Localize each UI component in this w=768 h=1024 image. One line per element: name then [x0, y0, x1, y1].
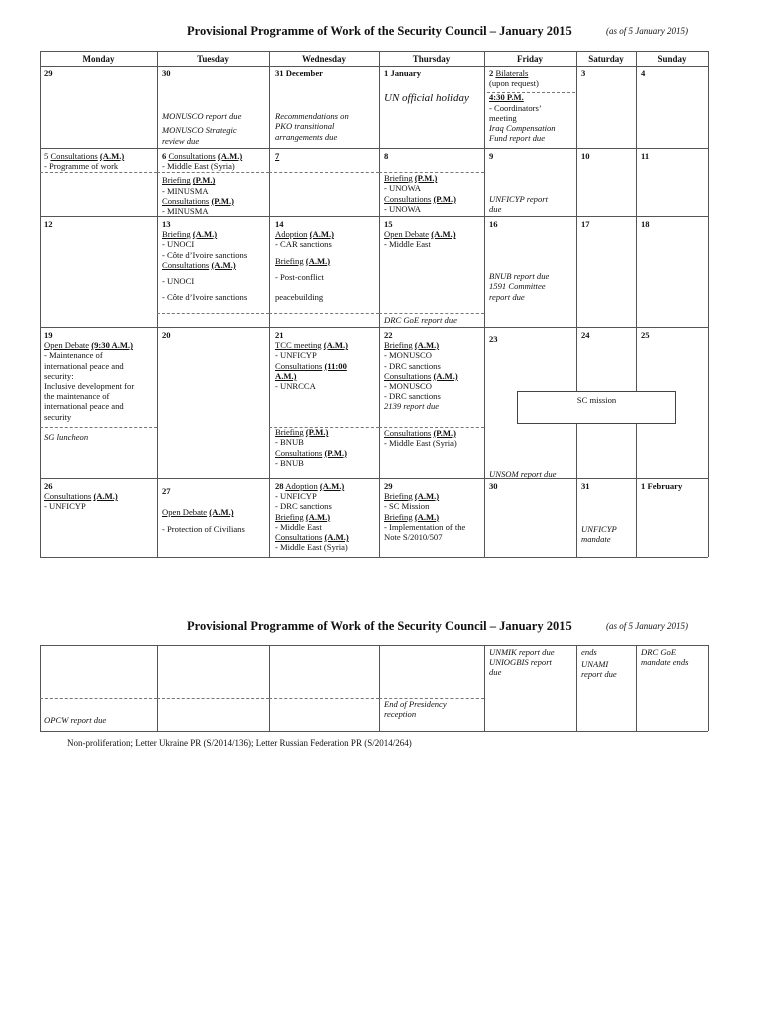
cell-jan-23: 23 — [489, 334, 498, 344]
footnote: Non-proliferation; Letter Ukraine PR (S/2014/136); Letter Russian Federation PR (S/2014/264) — [67, 738, 412, 748]
event-type: Consultations — [384, 193, 432, 204]
header-wednesday: Wednesday — [301, 54, 346, 64]
cell-jan-1 — [384, 68, 482, 103]
event-type: Briefing — [384, 340, 413, 351]
date-label: 8 — [384, 151, 389, 161]
header-monday: Monday — [82, 54, 115, 64]
event-note: 2139 report due — [384, 401, 440, 412]
event-type: Open Debate — [162, 507, 208, 518]
cell-jan-12: 12 — [44, 219, 53, 229]
event-note: 1591 Committee — [489, 281, 546, 292]
cell-jan-21 — [275, 330, 377, 468]
event-item: - MINUSMA — [162, 185, 209, 196]
event-time: (A.M.) — [319, 481, 345, 491]
event-type: Briefing — [162, 175, 191, 186]
cell-jan-14 — [275, 219, 377, 302]
event-item: - Middle East (Syria) — [275, 542, 348, 553]
event-note: MONUSCO Strategic — [162, 125, 237, 136]
event-note: BNUB report due — [489, 271, 550, 282]
cell-jan-11: 11 — [641, 151, 650, 161]
event-note — [641, 647, 689, 667]
event-item: peacebuilding — [275, 292, 324, 303]
event-type: TCC meeting — [275, 340, 322, 351]
event-type: Briefing — [275, 511, 304, 522]
event-note: UNFICYP report — [489, 194, 548, 205]
cell-jan-18: 18 — [641, 219, 650, 229]
event-item: - UNFICYP — [275, 491, 317, 502]
date-label: 29 — [384, 481, 393, 491]
event-type: Open Debate — [384, 229, 430, 240]
cell-jan-4: 4 — [641, 68, 646, 78]
event-time: (A.M.) — [93, 491, 118, 502]
event-time: (A.M.) — [192, 229, 218, 240]
date-label: 28 — [275, 481, 284, 491]
event-note: Iraq Compensation — [489, 123, 556, 134]
event-item: - Programme of work — [44, 161, 119, 172]
date-label: 9 — [489, 151, 494, 161]
event-note-line: ends — [581, 647, 597, 657]
date-label: 31 — [581, 481, 590, 491]
event-item: - MINUSMA — [162, 206, 209, 217]
event-item: Inclusive development for — [44, 381, 135, 392]
event-item: - DRC sanctions — [384, 391, 441, 402]
event-time: (P.M.) — [305, 427, 329, 438]
cell-dec-31 — [275, 68, 377, 142]
date-label: 6 — [162, 151, 167, 161]
event-note: Recommendations on — [275, 111, 349, 122]
event-item: - Middle East (Syria) — [162, 161, 235, 172]
date-label: 16 — [489, 219, 498, 229]
event-type: Bilaterals — [495, 68, 529, 78]
cell-jan-3: 3 — [581, 68, 586, 78]
cell-jan-25: 25 — [641, 330, 650, 340]
page-title-2: Provisional Programme of Work of the Security Council – January 2015 — [187, 619, 572, 633]
event-type: Briefing — [275, 255, 304, 266]
event-note: arrangements due — [275, 131, 338, 142]
event-note: Fund report due — [489, 133, 546, 144]
event-item: international peace and — [44, 360, 124, 371]
event-time: (P.M.) — [211, 195, 235, 206]
event-item: - MONUSCO — [384, 350, 432, 361]
event-item: - Middle East (Syria) — [384, 437, 457, 448]
date-label: 1 January — [384, 68, 422, 78]
event-item: - UNOCI — [162, 276, 195, 287]
cell-jan-16 — [489, 219, 575, 302]
event-item: meeting — [489, 112, 517, 123]
cell-dec-29 — [44, 68, 53, 78]
event-time: (A.M.) — [431, 229, 456, 240]
event-type: Adoption — [285, 481, 318, 491]
event-item: security — [44, 411, 72, 422]
event-type: Briefing — [275, 427, 304, 438]
event-time: (A.M.) — [217, 151, 243, 161]
header-friday: Friday — [517, 54, 543, 64]
cell-jan-15 — [384, 219, 482, 325]
cell-jan-31 — [581, 481, 635, 545]
cell-jan-10: 10 — [581, 151, 590, 161]
header-tuesday: Tuesday — [197, 54, 229, 64]
event-type: Consultations — [44, 491, 92, 502]
date-label: 15 — [384, 219, 393, 229]
event-type: Briefing — [384, 491, 413, 502]
event-note-line: DRC GoE — [641, 647, 677, 657]
event-note: due — [489, 204, 502, 215]
date-label: 19 — [44, 330, 53, 340]
event-note: UNSOM report due — [489, 469, 557, 479]
event-type: Consultations — [162, 259, 210, 270]
date-label: 2 — [489, 68, 494, 78]
event-time: (A.M.) — [309, 229, 334, 240]
event-time: (A.M.) — [99, 151, 125, 161]
event-item: - SC Mission — [384, 501, 430, 512]
cell-jan-24: 24 — [581, 330, 590, 340]
cell-jan-27 — [162, 486, 268, 535]
date-label: 21 — [275, 330, 284, 340]
as-of-date-2: (as of 5 January 2015) — [606, 621, 688, 631]
event-item: - Côte d’Ivoire sanctions — [162, 292, 248, 303]
event-item: - Coordinators’ — [489, 102, 542, 113]
event-time: (A.M.) — [209, 507, 234, 518]
header-thursday: Thursday — [412, 54, 451, 64]
event-note-line: mandate ends — [641, 657, 689, 668]
event-type: Consultations — [162, 195, 210, 206]
cell-jan-26 — [44, 481, 156, 512]
event-time: (A.M.) — [414, 491, 440, 502]
event-item: (upon request) — [489, 78, 539, 89]
event-note: UNFICYP — [581, 524, 617, 535]
event-item: - DRC sanctions — [384, 360, 441, 371]
event-time: (A.M.) — [305, 255, 331, 266]
event-item: Note S/2010/507 — [384, 532, 443, 543]
event-time: (P.M.) — [433, 193, 457, 204]
event-note: review due — [162, 135, 200, 146]
event-note-line: report due — [581, 669, 617, 680]
event-item: - Implementation of the — [384, 521, 466, 532]
cell-jan-6 — [162, 151, 268, 216]
event-note-line: End of Presidency — [384, 699, 447, 709]
event-time: A.M.) — [275, 370, 297, 381]
event-time: (A.M.) — [433, 370, 458, 381]
cell-jan-19 — [44, 330, 156, 442]
event-time: (A.M.) — [211, 259, 236, 270]
cell-jan-17: 17 — [581, 219, 590, 229]
event-note-line: UNAMI — [581, 659, 609, 670]
event-note-line: UNIOGBIS report — [489, 657, 552, 668]
cell-jan-29 — [384, 481, 482, 542]
event-item: - BNUB — [275, 437, 304, 448]
event-type: Consultations — [50, 151, 98, 161]
event-item: - UNFICYP — [44, 501, 86, 512]
event-item: - UNOWA — [384, 203, 421, 214]
event-item: - UNFICYP — [275, 350, 317, 361]
cell-jan-5 — [44, 151, 156, 171]
event-type: Briefing — [384, 511, 413, 522]
event-time: (A.M.) — [305, 511, 331, 522]
date-label: 29 — [44, 68, 53, 78]
date-label: 26 — [44, 481, 53, 491]
event-item: - Middle East — [384, 239, 431, 250]
date-label: 30 — [162, 68, 171, 78]
event-type: Briefing — [162, 229, 191, 240]
date-label: 5 — [44, 151, 49, 161]
event-note-line: UNMIK report due — [489, 647, 555, 657]
event-note: mandate — [581, 534, 611, 545]
cell-jan-30: 30 — [489, 481, 498, 491]
event-note-line: reception — [384, 709, 417, 720]
event-item: - Post-conflict — [275, 271, 324, 282]
as-of-date: (as of 5 January 2015) — [606, 26, 688, 36]
header-saturday: Saturday — [588, 54, 624, 64]
event-type: Consultations — [275, 360, 323, 371]
event-item: - UNRCCA — [275, 381, 316, 392]
event-type: Briefing — [384, 173, 413, 184]
event-time: (P.M.) — [324, 447, 348, 458]
sc-mission-box: SC mission — [517, 391, 676, 424]
event-type: Open Debate — [44, 340, 90, 351]
cell-jan-9 — [489, 151, 575, 215]
page-title: Provisional Programme of Work of the Security Council – January 2015 — [187, 24, 572, 38]
cell-jan-2 — [489, 68, 575, 143]
holiday-label: UN official holiday — [384, 92, 469, 105]
cell-jan-13 — [162, 219, 268, 302]
date-label: 31 December — [275, 68, 323, 78]
event-type: Consultations — [384, 370, 432, 381]
cell-feb-1: 1 February — [641, 481, 683, 491]
event-item: - BNUB — [275, 457, 304, 468]
event-item: - MONUSCO — [384, 381, 432, 392]
event-note: OPCW report due — [44, 715, 107, 725]
cell-jan-7: 7 — [275, 151, 280, 161]
date-label: 14 — [275, 219, 284, 229]
event-time: (P.M.) — [414, 173, 438, 184]
event-note — [489, 647, 555, 678]
event-item: international peace and — [44, 401, 124, 412]
event-time: (P.M.) — [192, 175, 216, 186]
event-type: Consultations — [384, 427, 432, 438]
event-type: Consultations — [275, 532, 323, 543]
event-time: (A.M.) — [414, 511, 440, 522]
event-note: MONUSCO report due — [162, 111, 242, 122]
event-time: (11:00 — [324, 360, 347, 371]
event-time: (P.M.) — [433, 427, 457, 438]
cell-jan-28 — [275, 481, 377, 552]
event-time: (A.M.) — [324, 532, 349, 543]
event-time: (9:30 A.M.) — [91, 340, 134, 351]
event-item: - DRC sanctions — [275, 501, 332, 512]
cell-dec-30 — [162, 68, 267, 146]
event-item: the maintenance of — [44, 391, 110, 402]
event-item: - Protection of Civilians — [162, 524, 245, 535]
event-note-line: due — [489, 667, 502, 678]
event-type: Consultations — [275, 447, 323, 458]
event-type: Adoption — [275, 229, 308, 240]
cell-jan-20: 20 — [162, 330, 171, 340]
cell-jan-8 — [384, 151, 482, 214]
date-label: 22 — [384, 330, 393, 340]
event-item: - CAR sanctions — [275, 239, 332, 250]
event-time: (A.M.) — [414, 340, 440, 351]
event-note — [581, 647, 617, 680]
event-item: - Côte d’Ivoire sanctions — [162, 249, 248, 260]
date-label: 13 — [162, 219, 171, 229]
event-item: - Middle East — [275, 521, 322, 532]
header-sunday: Sunday — [657, 54, 687, 64]
event-note: PKO transitional — [275, 121, 335, 132]
event-note — [384, 699, 447, 719]
event-item: - Maintenance of — [44, 350, 103, 361]
cell-jan-22 — [384, 330, 482, 448]
event-note: DRC GoE report due — [384, 314, 457, 325]
event-note: report due — [489, 291, 525, 302]
event-item: security: — [44, 370, 74, 381]
event-time: (A.M.) — [323, 340, 349, 351]
event-item: - UNOCI — [162, 239, 195, 250]
event-item: - UNOWA — [384, 183, 421, 194]
event-type: Consultations — [168, 151, 216, 161]
event-note: SG luncheon — [44, 431, 89, 442]
event-time: 4:30 P.M. — [489, 92, 524, 103]
date-label: 27 — [162, 486, 171, 496]
